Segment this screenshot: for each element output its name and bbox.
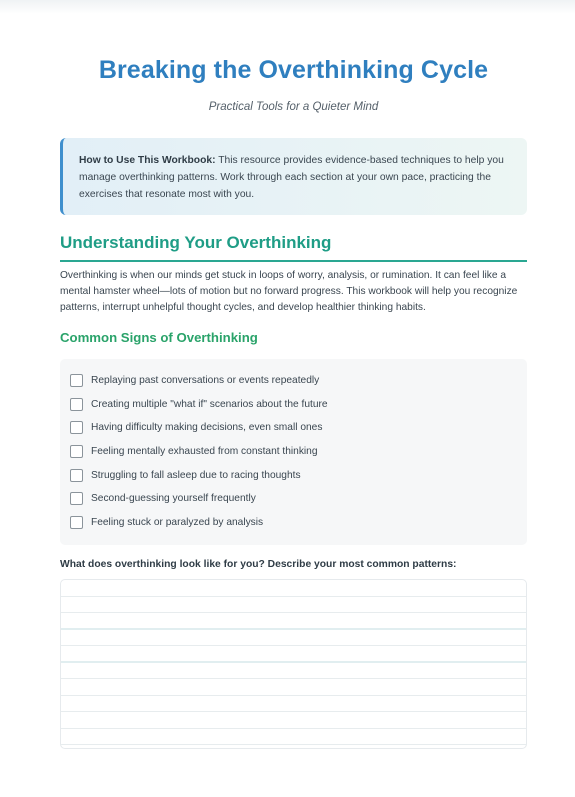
writing-line	[61, 679, 526, 696]
checkbox[interactable]	[70, 469, 83, 482]
writing-line	[61, 712, 526, 729]
checklist-item-label: Feeling mentally exhausted from constant thinking	[91, 446, 318, 458]
checkbox[interactable]	[70, 398, 83, 411]
checklist-item[interactable]	[60, 393, 527, 417]
checklist-item-label: Creating multiple "what if" scenarios about the future	[91, 398, 328, 410]
signs-checklist	[60, 359, 527, 545]
section-heading: Understanding Your Overthinking	[60, 232, 527, 262]
page-subtitle: Practical Tools for a Quieter Mind	[208, 101, 379, 113]
checklist-item[interactable]	[60, 416, 527, 440]
checklist-item-label: Second-guessing yourself frequently	[91, 493, 256, 505]
checkbox[interactable]	[70, 374, 83, 387]
exercise-prompt: What does overthinking look like for you? Describe your most common patterns:	[60, 559, 457, 570]
writing-line	[61, 646, 526, 663]
callout-text: This resource provides evidence-based techniques to help you manage overthinking patterns. Work through each section at your own pace, practicing the exercises that resonate most with you.	[79, 155, 504, 200]
checklist-item[interactable]	[60, 487, 527, 511]
checklist-item-label: Replaying past conversations or events repeatedly	[91, 375, 320, 387]
writing-line	[61, 630, 526, 647]
checkbox[interactable]	[70, 421, 83, 434]
checkbox[interactable]	[70, 516, 83, 529]
top-edge-shadow	[0, 0, 575, 14]
writing-line	[61, 696, 526, 713]
lined-writing-area[interactable]	[60, 579, 527, 749]
writing-line	[61, 613, 526, 630]
checkbox[interactable]	[70, 445, 83, 458]
checkbox[interactable]	[70, 492, 83, 505]
checklist-item[interactable]	[60, 369, 527, 393]
checklist-item[interactable]	[60, 440, 527, 464]
signs-heading: Common Signs of Overthinking	[60, 330, 258, 345]
section-intro: Overthinking is when our minds get stuck in loops of worry, analysis, or rumination. It can feel like a mental hamster wheel—lots of motion but no forward progress. This workbook will help you recognize patterns, interrupt unhelpful thought cycles, and develop healthier thinking habits.	[60, 270, 518, 313]
callout-label: How to Use This Workbook:	[79, 155, 216, 166]
checklist-item-label: Struggling to fall asleep due to racing thoughts	[91, 469, 301, 481]
writing-line	[61, 663, 526, 680]
writing-line	[61, 729, 526, 746]
checklist-item[interactable]	[60, 463, 527, 487]
writing-line	[61, 597, 526, 614]
page-title: Breaking the Overthinking Cycle	[98, 56, 489, 84]
how-to-use-callout	[60, 138, 527, 215]
checklist-item-label: Feeling stuck or paralyzed by analysis	[91, 516, 264, 528]
writing-line	[61, 580, 526, 597]
checklist-item[interactable]	[60, 511, 527, 535]
checklist-item-label: Having difficulty making decisions, even small ones	[91, 422, 323, 434]
